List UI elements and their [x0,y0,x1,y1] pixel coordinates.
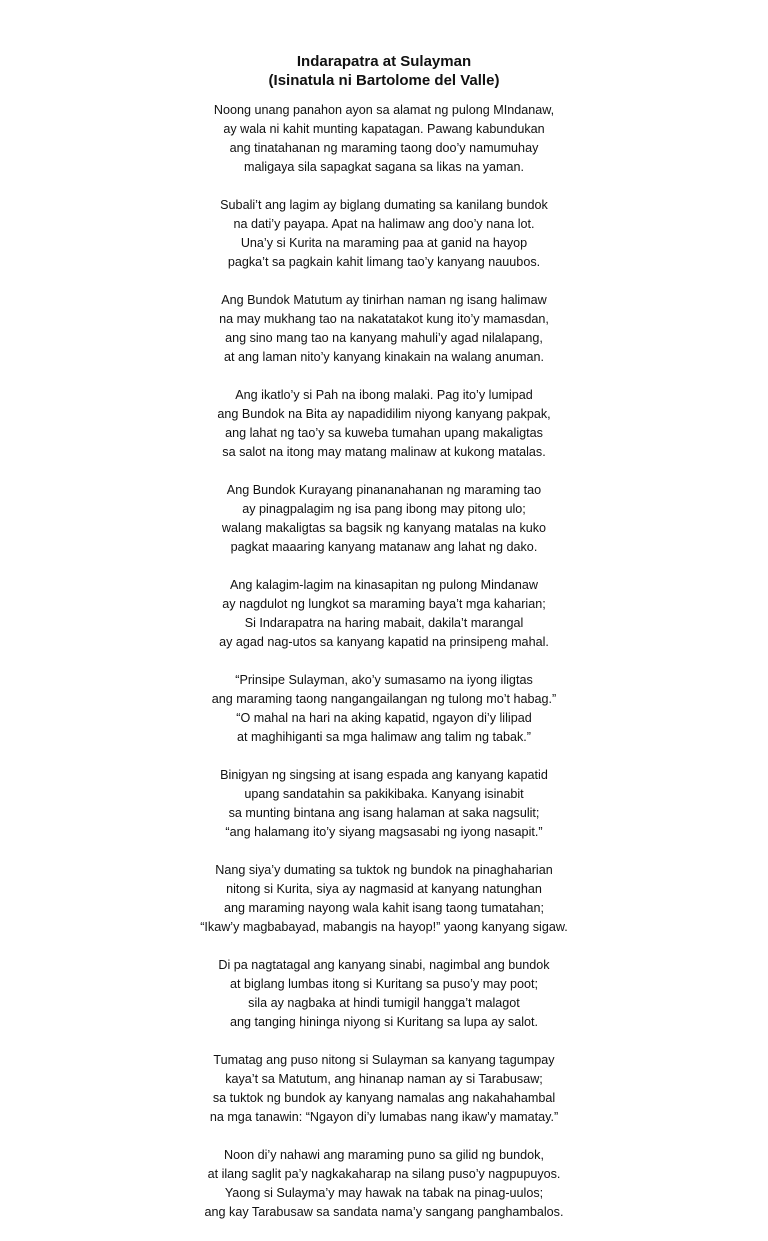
poem-line: at maghihiganti sa mga halimaw ang talim ng tabak.” [236,730,531,744]
poem-line: Ang kalagim-lagim na kinasapitan ng pulong Mindanaw [229,578,539,592]
poem-line: upang sandatahin sa pakikibaka. Kanyang isinabit [244,787,524,801]
poem-line: walang makaligtas sa bagsik ng kanyang matalas na kuko [221,521,547,535]
poem-line: Noon di’y nahawi ang maraming puno sa gilid ng bundok, [224,1148,544,1162]
poem-line: Subali’t ang lagim ay biglang dumating sa kanilang bundok [220,198,548,212]
poem-line: “Prinsipe Sulayman, ako’y sumasamo na iyong iligtas [235,673,533,687]
poem-line: ang maraming taong nangangailangan ng tulong mo’t habag.” [211,692,557,706]
poem-line: Binigyan ng singsing at isang espada ang kanyang kapatid [220,768,548,782]
poem-line: sila ay nagbaka at hindi tumigil hangga’t malagot [248,996,520,1010]
poem-line: at biglang lumbas itong si Kuritang sa puso’y may poot; [229,977,539,991]
poem-line: ang Bundok na Bita ay napadidilim niyong kanyang pakpak, [217,407,551,421]
poem-line: ay nagdulot ng lungkot sa maraming baya’t mga kaharian; [222,597,546,611]
poem-line: “ang halamang ito’y siyang magsasabi ng iyong nasapit.” [225,825,543,839]
stanza [0,766,768,842]
poem-line: sa munting bintana ang isang halaman at saka nagsulit; [228,806,540,820]
poem-line: pagkat maaaring kanyang matanaw ang lahat ng dako. [230,540,538,554]
poem-line: sa salot na itong may matang malinaw at kukong matalas. [222,445,546,459]
poem-line: Una’y si Kurita na maraming paa at ganid na hayop [240,236,528,250]
stanza [0,956,768,1032]
poem-line: na may mukhang tao na nakatatakot kung ito’y mamasdan, [219,312,549,326]
poem-body [0,101,768,1241]
poem-line: Ang Bundok Kurayang pinananahanan ng maraming tao [226,483,542,497]
stanza [0,386,768,462]
poem-line: “Ikaw’y magbabayad, mabangis na hayop!” yaong kanyang sigaw. [200,920,568,934]
stanza [0,196,768,272]
poem-heading [0,52,768,90]
poem-line: “O mahal na hari na aking kapatid, ngayon di’y lilipad [236,711,532,725]
poem-line: ang tanging hininga niyong si Kuritang sa lupa ay salot. [229,1015,539,1029]
poem-line: pagka’t sa pagkain kahit limang tao’y kanyang nauubos. [227,255,541,269]
poem-line: Di pa nagtatagal ang kanyang sinabi, nagimbal ang bundok [218,958,550,972]
stanza [0,1146,768,1222]
poem-line: sa tuktok ng bundok ay kanyang namalas ang nakahahambal [212,1091,556,1105]
poem-line: ang sino mang tao na kanyang mahuli’y agad nilalapang, [225,331,543,345]
stanza [0,671,768,747]
poem-line: ay agad nag-utos sa kanyang kapatid na prinsipeng mahal. [219,635,549,649]
poem-line: Tumatag ang puso nitong si Sulayman sa kanyang tagumpay [213,1053,555,1067]
poem-line: na mga tanawin: “Ngayon di’y lumabas nang ikaw’y mamatay.” [209,1110,559,1124]
poem-title: Indarapatra at Sulayman [296,53,472,70]
poem-line: Ang ikatlo’y si Pah na ibong malaki. Pag ito’y lumipad [235,388,533,402]
poem-line: ang lahat ng tao’y sa kuweba tumahan upang makaligtas [225,426,543,440]
poem-line: maligaya sila sapagkat sagana sa likas na yaman. [243,160,525,174]
poem-line: kaya’t sa Matutum, ang hinanap naman ay si Tarabusaw; [225,1072,543,1086]
poem-line: ay wala ni kahit munting kapatagan. Pawang kabundukan [223,122,545,136]
poem-line: ang maraming nayong wala kahit isang taong tumatahan; [224,901,544,915]
poem-line: ang kay Tarabusaw sa sandata nama’y sangang panghambalos. [204,1205,564,1219]
poem-line: Si Indarapatra na haring mabait, dakila’t marangal [244,616,524,630]
stanza [0,101,768,177]
stanza [0,861,768,937]
poem-line: Nang siya’y dumating sa tuktok ng bundok na pinaghaharian [215,863,553,877]
poem-line: at ilang saglit pa’y nagkakaharap na silang puso’y nagpupuyos. [207,1167,561,1181]
stanza [0,291,768,367]
stanza [0,576,768,652]
poem-line: Ang Bundok Matutum ay tinirhan naman ng isang halimaw [221,293,547,307]
poem-line: Noong unang panahon ayon sa alamat ng pulong MIndanaw, [213,103,555,117]
poem-line: at ang laman nito’y kanyang kinakain na walang anuman. [224,350,544,364]
poem-line: Yaong si Sulayma’y may hawak na tabak na pinag-uulos; [224,1186,544,1200]
poem-line: ay pinagpalagim ng isa pang ibong may pitong ulo; [242,502,526,516]
poem-line: ang tinatahanan ng maraming taong doo’y namumuhay [229,141,539,155]
poem-line: na dati’y payapa. Apat na halimaw ang doo’y nana lot. [233,217,535,231]
poem-line: nitong si Kurita, siya ay nagmasid at kanyang natunghan [226,882,542,896]
poem-subtitle: (Isinatula ni Bartolome del Valle) [268,72,500,89]
stanza [0,1051,768,1127]
stanza [0,481,768,557]
